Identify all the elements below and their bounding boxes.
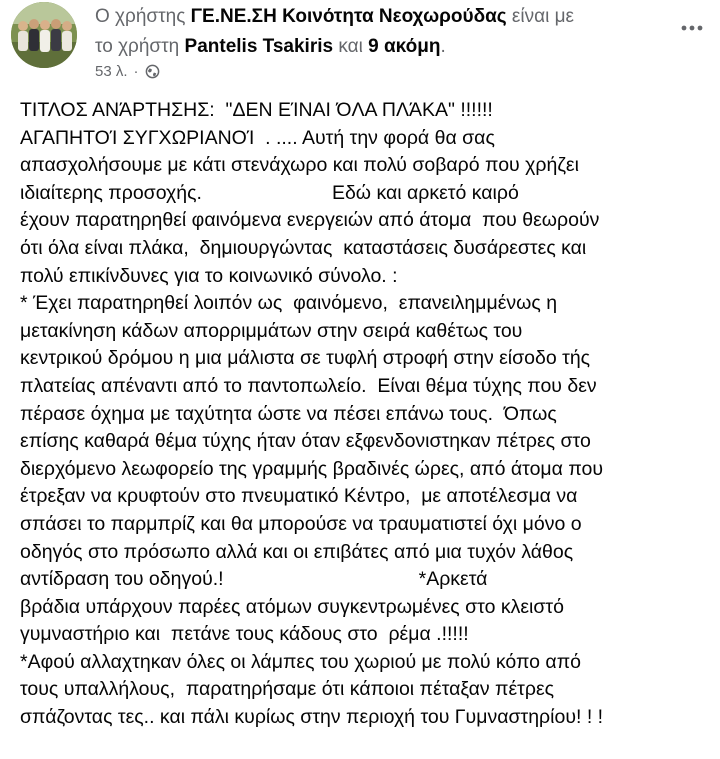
header-prefix: Ο χρήστης: [95, 6, 191, 27]
more-options-button[interactable]: [676, 12, 708, 44]
post-text-line: βράδια υπάρχουν παρέες ατόμων συγκεντρωμένες στο κλειστό: [20, 595, 564, 618]
post-text-line: *Αφού αλλαχτηκαν όλες οι λάμπες του χωριού με πολύ κόπο από: [20, 650, 582, 673]
header-middle-2: το χρήστη: [95, 36, 185, 57]
header-middle-1: είναι με: [506, 6, 575, 27]
post-body: [20, 97, 710, 732]
post-timestamp[interactable]: 53 λ.: [95, 63, 128, 80]
post-text-line: πολύ επικίνδυνες για το κοινωνικό σύνολο. :: [20, 264, 398, 287]
post-text-line: κεντρικού δρόμου η μια μάλιστα σε τυφλή στροφή στην είσοδο τής: [20, 347, 591, 370]
tagged-user-link[interactable]: Pantelis Tsakiris: [184, 36, 334, 57]
post-text-line: μετακίνηση κάδων απορριμμάτων στην σειρά καθέτως του: [20, 319, 523, 342]
post-text-line: τους υπαλλήλους, παρατηρήσαμε ότι κάποιοι πέταξαν πέτρες: [20, 678, 555, 701]
post-text-line: ιδιαίτερης προσοχής. Εδώ και αρκετό καιρό: [20, 181, 519, 204]
post-text-line: επίσης καθαρά θέμα τύχης ήταν όταν εξφενδονιστηκαν πέτρες στο: [20, 430, 591, 453]
author-link[interactable]: ΓΕ.ΝΕ.ΣΗ Κοινότητα Νεοχωρούδας: [190, 6, 507, 27]
post-text-line: έτρεξαν να κρυφτούν στο πνευματικό Κέντρο, με αποτέλεσμα να: [20, 485, 578, 508]
post-text-line: σπάζοντας τες.. και πάλι κυρίως στην περιοχή του Γυμναστηρίου! ! !: [20, 706, 604, 729]
post-text-line: πλατείας απέναντι από το παντοπωλείο. Είναι θέμα τύχης που δεν: [20, 374, 597, 397]
post-text-line: διερχόμενο λεωφορείο της γραμμής βραδινές ώρες, από άτομα που: [20, 457, 604, 480]
post-text-line: ΤΙΤΛΟΣ ΑΝΆΡΤΗΣΗΣ: "ΔΕΝ ΕΊΝΑΙ ΌΛΑ ΠΛΆΚΑ" !!!!!!: [20, 99, 493, 121]
post-text-line: * Έχει παρατηρηθεί λοιπόν ως φαινόμενο, επανειλημμένως η: [20, 292, 558, 315]
post-text-line: σπάσει το παρμπρίζ και θα μπορούσε να τραυματιστεί όχι μόνο ο: [20, 512, 582, 535]
post-text-line: πέρασε όχημα με ταχύτητα ώστε να πέσει επάνω τους. Όπως: [20, 402, 557, 425]
post-text-line: οδηγός στο πρόσωπο αλλά και οι επιβάτες από μια τυχόν λάθος: [20, 540, 574, 563]
globe-icon[interactable]: [145, 64, 160, 79]
header-end: .: [440, 36, 446, 57]
header-connector: και: [333, 36, 369, 57]
post-text-line: ότι όλα είναι πλάκα, δημιουργώντας καταστάσεις δυσάρεστες και: [20, 236, 587, 259]
post-text-line: γυμναστήριο και πετάνε τους κάδους στο ρέμα .!!!!!: [20, 623, 469, 646]
profile-avatar[interactable]: [11, 2, 77, 68]
post-text-line: ΑΓΑΠΗΤΟΊ ΣΥΓΧΩΡΙΑΝΟΊ . .... Αυτή την φορά θα σας: [20, 126, 495, 149]
post-text-line: έχουν παρατηρηθεί φαινόμενα ενεργειών από άτομα που θεωρούν: [20, 209, 600, 232]
post-text-line: αντίδραση του οδηγού.! *Αρκετά: [20, 568, 488, 591]
post-meta: [95, 63, 160, 80]
others-link[interactable]: 9 ακόμη: [368, 36, 441, 57]
more-dots-icon: [681, 25, 703, 31]
group-photo-avatar-image: [11, 2, 77, 68]
post-text-line: απασχολήσουμε με κάτι στενάχωρο και πολύ σοβαρό που χρήζει: [20, 154, 579, 177]
post-header: [95, 2, 675, 62]
meta-separator: ·: [133, 63, 139, 80]
